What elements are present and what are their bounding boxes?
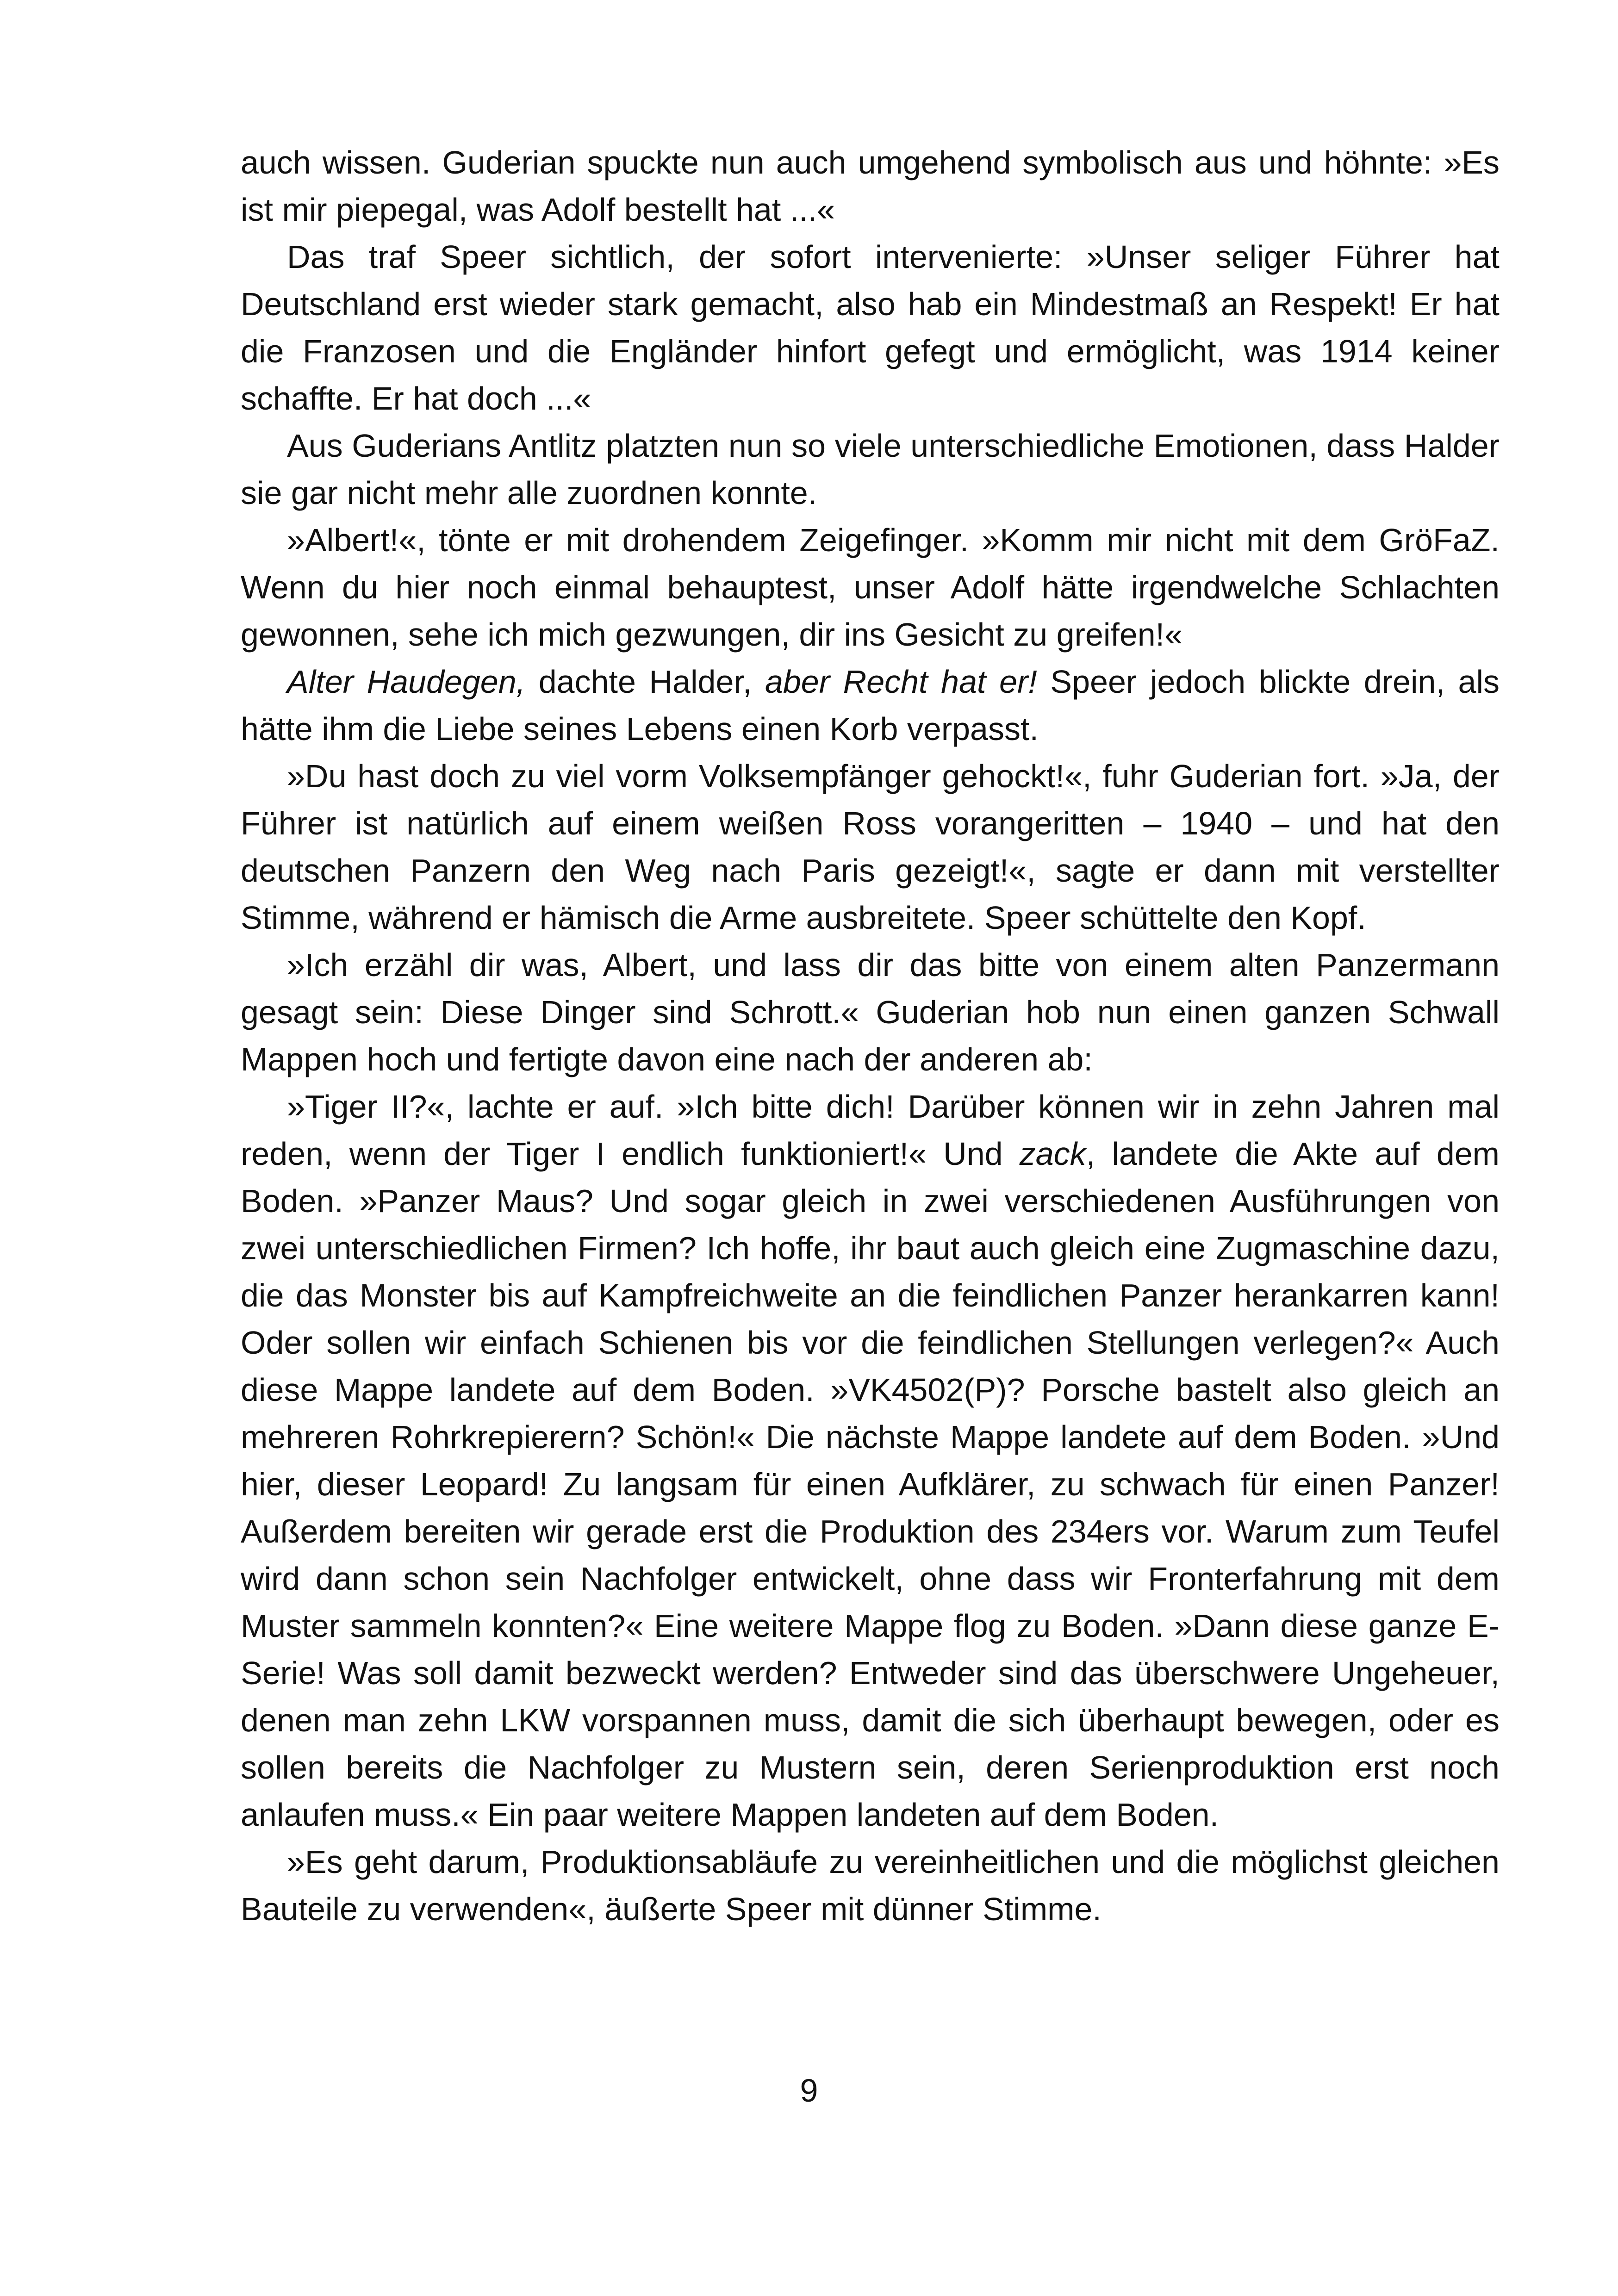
- italic-text: zack: [1019, 1136, 1086, 1172]
- paragraph: [241, 516, 1500, 658]
- text-run: »Tiger II?«, lachte er auf. »Ich bitte dich! Darüber können wir in zehn Jahren mal reden, wenn der Tiger I endlich funktioniert!« Und: [241, 1089, 1500, 1172]
- text-run: Das traf Speer sichtlich, der sofort intervenierte: »Unser seliger Führer hat Deutschland erst wieder stark gemacht, also hab ein Mindestmaß an Respekt! Er hat die Franzosen und die Engländer hinfort gefegt und ermöglicht, was 1914 keiner schaffte. Er hat doch ...«: [241, 239, 1500, 417]
- italic-text: Alter Haudegen,: [287, 664, 526, 700]
- paragraph: [241, 658, 1500, 753]
- text-run: auch wissen. Guderian spuckte nun auch umgehend symbolisch aus und höhnte: »Es ist mir piepegal, was Adolf bestellt hat ...«: [241, 144, 1500, 228]
- text-run: Aus Guderians Antlitz platzten nun so viele unterschiedliche Emotionen, dass Halder sie gar nicht mehr alle zuordnen konnte.: [241, 428, 1500, 511]
- text-run: dachte Halder,: [525, 664, 765, 700]
- paragraph: [241, 1083, 1500, 1838]
- page-number: 9: [800, 2072, 818, 2109]
- text-run: »Ich erzähl dir was, Albert, und lass dir das bitte von einem alten Panzermann gesagt sein: Diese Dinger sind Schrott.« Guderian hob nun einen ganzen Schwall Mappen hoch und fertigte davon eine nach der anderen ab:: [241, 947, 1500, 1077]
- paragraph: [241, 1838, 1500, 1933]
- page-body: [241, 139, 1500, 1933]
- text-run: »Albert!«, tönte er mit drohendem Zeigefinger. »Komm mir nicht mit dem GröFaZ. Wenn du hier noch einmal behauptest, unser Adolf hätte irgendwelche Schlachten gewonnen, sehe ich mich gezwungen, dir ins Gesicht zu greifen!«: [241, 522, 1500, 653]
- paragraph: [241, 139, 1500, 233]
- paragraph: [241, 422, 1500, 516]
- text-run: , landete die Akte auf dem Boden. »Panzer Maus? Und sogar gleich in zwei verschiedenen Ausführungen von zwei unterschiedlichen Firmen? Ich hoffe, ihr baut auch gleich eine Zugmaschine dazu, die das Monster bis auf Kampfreichweite an die feindlichen Panzer herankarren kann! Oder sollen wir einfach Schienen bis vor die feindlichen Stellungen verlegen?« Auch diese Mappe landete auf dem Boden. »VK4502(P)? Porsche bastelt also gleich an mehreren Rohrkrepierern? Schön!« Die nächste Mappe landete auf dem Boden. »Und hier, dieser Leopard! Zu langsam für einen Aufklärer, zu schwach für einen Panzer! Außerdem bereiten wir gerade erst die Produktion des 234ers vor. Warum zum Teufel wird dann schon sein Nachfolger entwickelt, ohne dass wir Fronterfahrung mit dem Muster sammeln konnten?« Eine weitere Mappe flog zu Boden. »Dann diese ganze E-Serie! Was soll damit bezweckt werden? Entweder sind das überschwere Ungeheuer, denen man zehn LKW vorspannen muss, damit die sich überhaupt bewegen, oder es sollen bereits die Nachfolger zu Mustern sein, deren Serienproduktion erst noch anlaufen muss.« Ein paar weitere Mappen landeten auf dem Boden.: [241, 1136, 1500, 1833]
- text-run: »Es geht darum, Produktionsabläufe zu vereinheitlichen und die möglichst gleichen Bauteile zu verwenden«, äußerte Speer mit dünner Stimme.: [241, 1844, 1500, 1927]
- paragraph: [241, 233, 1500, 422]
- text-run: »Du hast doch zu viel vorm Volksempfänger gehockt!«, fuhr Guderian fort. »Ja, der Führer ist natürlich auf einem weißen Ross vorangeritten – 1940 – und hat den deutschen Panzern den Weg nach Paris gezeigt!«, sagte er dann mit verstellter Stimme, während er hämisch die Arme ausbreitete. Speer schüttelte den Kopf.: [241, 758, 1500, 936]
- italic-text: aber Recht hat er!: [765, 664, 1037, 700]
- paragraph: [241, 941, 1500, 1083]
- paragraph: [241, 753, 1500, 941]
- text-run: Speer jedoch blickte drein, als hätte ihm die Liebe seines Lebens einen Korb verpasst.: [241, 664, 1500, 747]
